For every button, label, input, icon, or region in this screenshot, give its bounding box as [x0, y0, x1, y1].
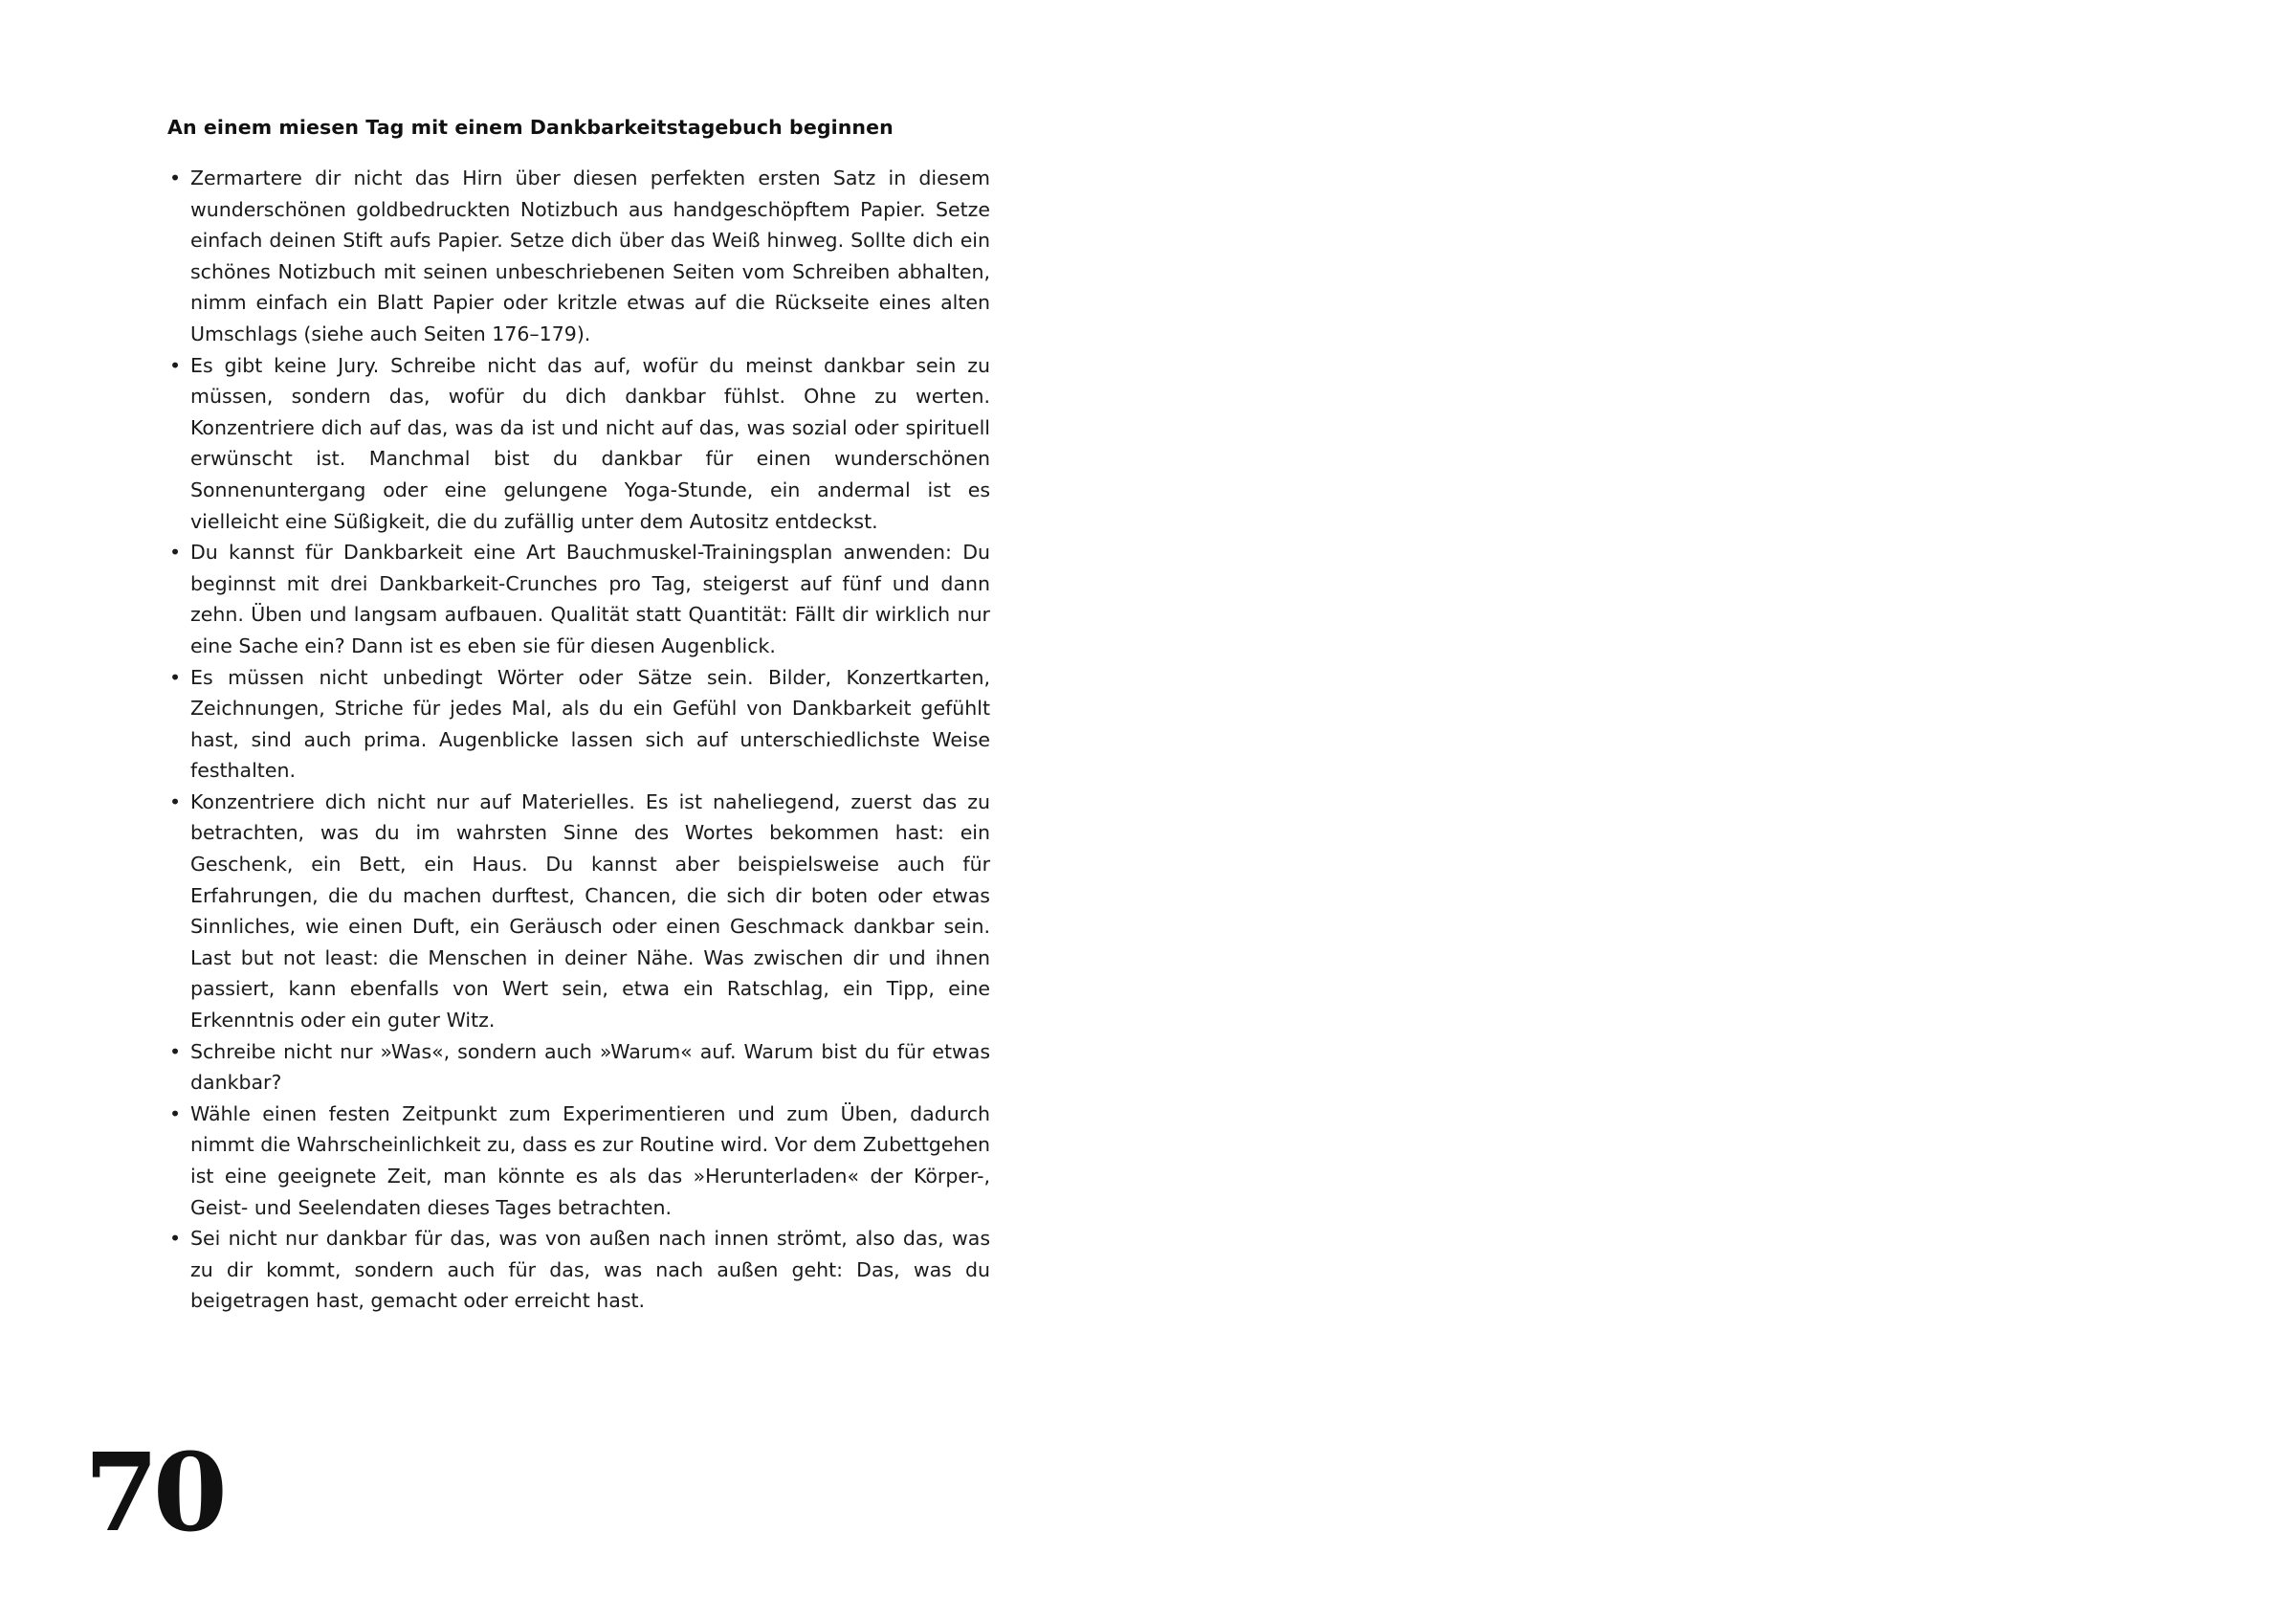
list-item: • Schreibe nicht nur »Was«, sondern auch »Warum« auf. Warum bist du für etwas dankbar?	[167, 1036, 990, 1099]
list-item: • Sei nicht nur dankbar für das, was von außen nach innen strömt, also das, was zu dir kommt, sondern auch für das, was nach außen geht: Das, was du beigetragen hast, gemacht oder erreicht hast.	[167, 1223, 990, 1317]
list-item: • Du kannst für Dankbarkeit eine Art Bauchmuskel-Trainingsplan anwenden: Du beginnst mit drei Dankbarkeit-Crunches pro Tag, steigerst auf fünf und dann zehn. Üben und langsam aufbauen. Qualität statt Quantität: Fällt dir wirklich nur eine Sache ein? Dann ist es eben sie für diesen Augenblick.	[167, 537, 990, 661]
list-item: • Es gibt keine Jury. Schreibe nicht das auf, wofür du meinst dankbar sein zu müssen, sondern das, wofür du dich dankbar fühlst. Ohne zu werten. Konzentriere dich auf das, was da ist und nicht auf das, was sozial oder spirituell erwünscht ist. Manchmal bist du dankbar für einen wunderschönen Sonnenuntergang oder eine gelungene Yoga-Stunde, ein andermal ist es vielleicht eine Süßigkeit, die du zufällig unter dem Autositz entdeckst.	[167, 350, 990, 538]
section-heading: An einem miesen Tag mit einem Dankbarkeitstagebuch beginnen	[167, 116, 894, 139]
list-item: • Es müssen nicht unbedingt Wörter oder Sätze sein. Bilder, Konzertkarten, Zeichnungen, Striche für jedes Mal, als du ein Gefühl von Dankbarkeit gefühlt hast, sind auch prima. Augenblicke lassen sich auf unterschiedlichste Weise festhalten.	[167, 662, 990, 787]
list-item: • Wähle einen festen Zeitpunkt zum Experimentieren und zum Üben, dadurch nimmt die Wahrscheinlichkeit zu, dass es zur Routine wird. Vor dem Zubettgehen ist eine geeignete Zeit, man könnte es als das »Herunterladen« der Körper-, Geist- und Seelendaten dieses Tages betrachten.	[167, 1099, 990, 1223]
list-item: • Zermartere dir nicht das Hirn über diesen perfekten ersten Satz in diesem wunderschönen goldbedruckten Notizbuch aus handgeschöpftem Papier. Setze einfach deinen Stift aufs Papier. Setze dich über das Weiß hinweg. Sollte dich ein schönes Notizbuch mit seinen unbeschriebenen Seiten vom Schreiben abhalten, nimm einfach ein Blatt Papier oder kritzle etwas auf die Rückseite eines alten Umschlags (siehe auch Seiten 176–179).	[167, 163, 990, 350]
tips-list	[167, 163, 990, 1317]
page-number: 70	[84, 1431, 222, 1556]
list-item: • Konzentriere dich nicht nur auf Materielles. Es ist naheliegend, zuerst das zu betrachten, was du im wahrsten Sinne des Wortes bekommen hast: ein Geschenk, ein Bett, ein Haus. Du kannst aber beispielsweise auch für Erfahrungen, die du machen durftest, Chancen, die sich dir boten oder etwas Sinnliches, wie einen Duft, ein Geräusch oder einen Geschmack dankbar sein. Last but not least: die Menschen in deiner Nähe. Was zwischen dir und ihnen passiert, kann ebenfalls von Wert sein, etwa ein Ratschlag, ein Tipp, eine Erkenntnis oder ein guter Witz.	[167, 787, 990, 1036]
right-page	[1148, 0, 2296, 1621]
